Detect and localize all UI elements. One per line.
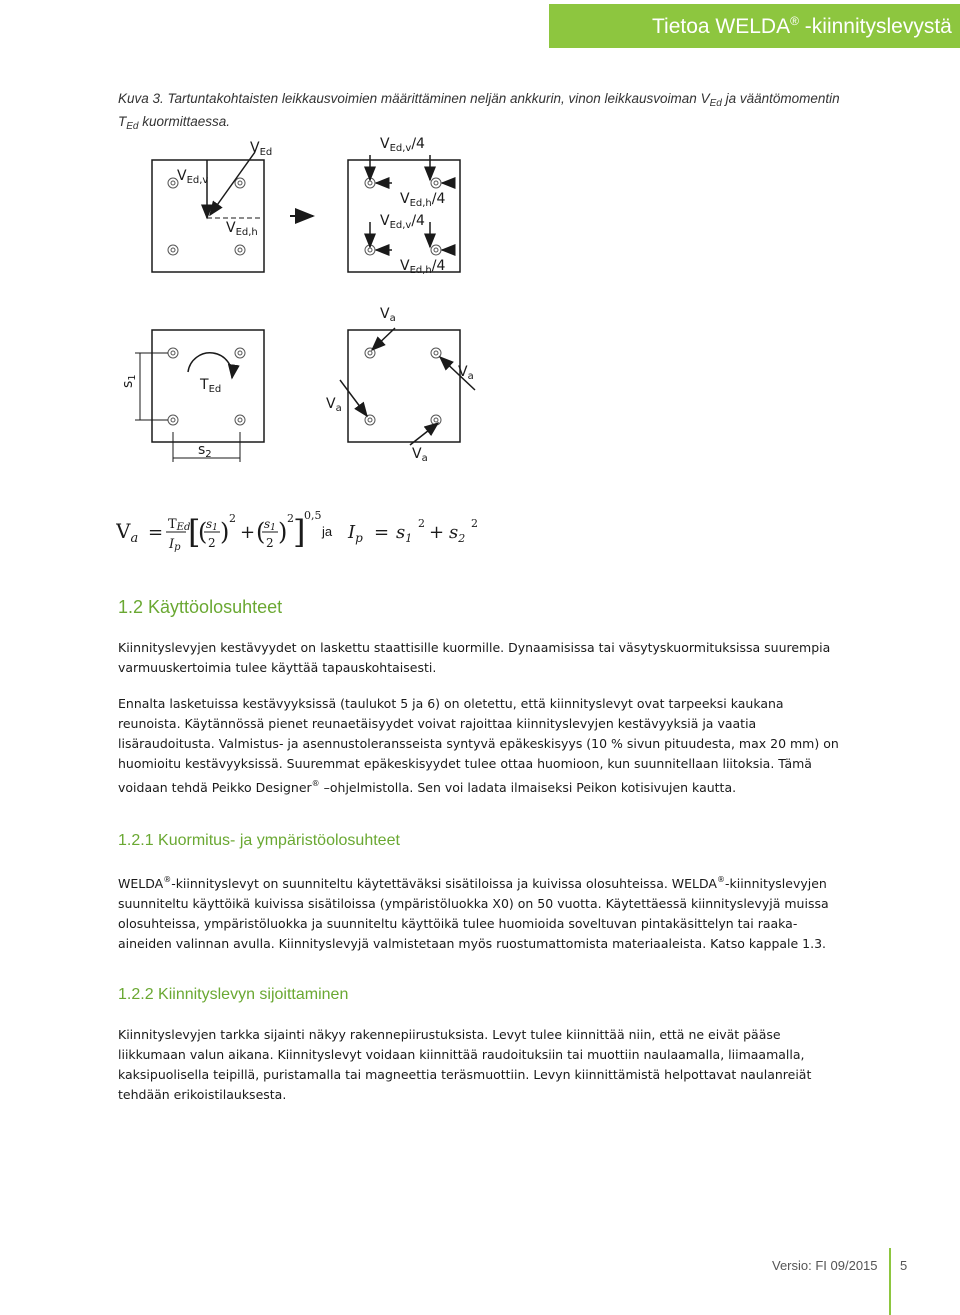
svg-text:(: ( (198, 518, 208, 546)
svg-text:s1: s1 (206, 517, 218, 533)
svg-text:2: 2 (208, 536, 216, 550)
label-v-edh: $V_{Ed,h}$ (226, 220, 258, 238)
figure-caption: Kuva 3. Tartuntakohtaisten leikkausvoimien määrittäminen neljän ankkurin, vinon leikkausvoiman $V_{Ed}$ ja vääntömomentin $T_{Ed}$ kuormittaessa. (118, 91, 840, 132)
section-title-sijoittaminen: 1.2.2 Kiinnityslevyn sijoittaminen (118, 986, 349, 1003)
svg-text:[: [ (188, 513, 201, 551)
label-v-ed: $V_{Ed}$ (250, 140, 273, 158)
svg-text:s1: $s_1$ (120, 374, 138, 388)
svg-text:s1: $s_1$ (396, 522, 413, 545)
formula-lhs: $V_a$ (116, 519, 139, 546)
svg-text:ja: ja (322, 524, 333, 539)
plate-top-right (348, 136, 460, 276)
svg-text:=: = (374, 522, 390, 543)
paragraph: Ennalta lasketuissa kestävyyksissä (taulukot 5 ja 6) on oletettu, että kiinnityslevyt ovat tarpeeksi kaukana reunoista. Käytännössä pienet reunaetäisyydet voivat rajoittaa kiinnityslevyjen kestävyyksiä ja vaatia lisäraudoitusta. Valmistus- ja asennustoleransseista syntyvä epäkeskisyys (10 % sivun pituudesta, max 20 mm) on huomioitu kestävyyksissä. Suuremmat epäkeskisyydet tulee ottaa huomioon, kun suunnitellaan liitoksia. Tämä voidaan tehdä Peikko Designer® –ohjelmistolla. Sen voi ladata ilmaiseksi Peikon kotisivujen kautta. (118, 696, 839, 795)
page-number: 5 (900, 1258, 908, 1273)
svg-text:s2: $s_2$ (449, 522, 466, 545)
svg-text:VEd,v/4: $V_{Ed,v}/4$ (380, 136, 425, 154)
footer-separator (889, 1248, 891, 1315)
svg-text:(: ( (256, 518, 266, 546)
svg-text:): ) (220, 518, 230, 546)
header-title: Tietoa WELDA® -kiinnityslevystä (652, 14, 952, 38)
v-ed-arrow (210, 152, 255, 215)
section-title-kayttoolosuhteet: 1.2 Käyttöolosuhteet (118, 597, 283, 617)
svg-text:Va: $V_a$ (458, 364, 474, 382)
svg-text:VEd,h/4: $V_{Ed,h}/4$ (400, 258, 446, 276)
svg-text:]: ] (293, 513, 306, 551)
paragraph: Kiinnityslevyjen kestävyydet on laskettu staattisille kuormille. Dynaamisissa tai väsytyskuormituksissa suurempia varmuuskertoimia tulee käyttää tapauskohtaisesti. (118, 640, 831, 675)
formula (116, 505, 516, 555)
svg-text:0,5: 0,5 (304, 509, 322, 522)
plate-bottom-right (326, 306, 475, 464)
torque-arrow (188, 353, 232, 378)
svg-text:VEd,h/4: $V_{Ed,h}/4$ (400, 191, 446, 209)
svg-text:2: 2 (471, 517, 478, 530)
svg-text:s1: s1 (264, 517, 276, 533)
svg-text:s2: $s_2$ (198, 442, 212, 460)
anchor-force-diagram (0, 0, 960, 500)
footer-version: Versio: FI 09/2015 (772, 1258, 878, 1273)
svg-text:+: + (429, 522, 445, 543)
svg-text:2: 2 (229, 512, 236, 525)
svg-text:VEd,v/4: $V_{Ed,v}/4$ (380, 213, 425, 231)
svg-text:Va: $V_a$ (412, 446, 428, 464)
svg-text:=: = (148, 522, 164, 543)
svg-text:2: 2 (266, 536, 274, 550)
svg-text:Ip: $I_p$ (348, 522, 363, 545)
svg-text:Ip: Ip (169, 537, 181, 553)
svg-text:): ) (278, 518, 288, 546)
svg-text:Va: $V_a$ (380, 306, 396, 324)
label-v-edv: $V_{Ed,v}$ (177, 168, 209, 186)
plate-top-left (152, 140, 272, 272)
paragraph: WELDA®-kiinnityslevyt on suunniteltu käytettäväksi sisätiloissa ja kuivissa olosuhteissa. WELDA®-kiinnityslevyjen suunniteltu käyttöikä kuivissa sisätiloissa (ympäristöluokka X0) on 50 vuotta. Käytettäessä kiinnityslevyjä muissa olosuhteissa, ympäristöluokka ja suunniteltu käyttöikä tulee huomioida soveltuvan pintakäsittelyn tai raaka-aineiden valinnan avulla. Kiinnityslevyjä valmistetaan myös ruostumattomista materiaaleista. Katso kappale 1.3. (118, 875, 829, 951)
svg-text:TEd: $T_{Ed}$ (200, 377, 222, 395)
svg-text:2: 2 (418, 517, 425, 530)
svg-text:Va: $V_a$ (326, 396, 342, 414)
svg-text:2: 2 (287, 512, 294, 525)
svg-text:+: + (240, 522, 256, 543)
svg-text:TEd: TEd (168, 517, 191, 533)
paragraph: Kiinnityslevyjen tarkka sijainti näkyy rakennepiirustuksista. Levyt tulee kiinnittää niin, että ne eivät pääse liikkumaan valun aikana. Kiinnityslevyt voidaan kiinnittää raudoituksiin tai muottiin naulaamalla, liimaamalla, kaksipuolisella teipillä, puristamalla tai magneettia teräsmuottiin. Levyn kiinnittämistä helpottavat naulanreiät tehdään erikoistilauksesta. (118, 1027, 812, 1102)
plate-bottom-left (120, 330, 264, 462)
section-title-kuormitus: 1.2.1 Kuormitus- ja ympäristöolosuhteet (118, 832, 400, 849)
